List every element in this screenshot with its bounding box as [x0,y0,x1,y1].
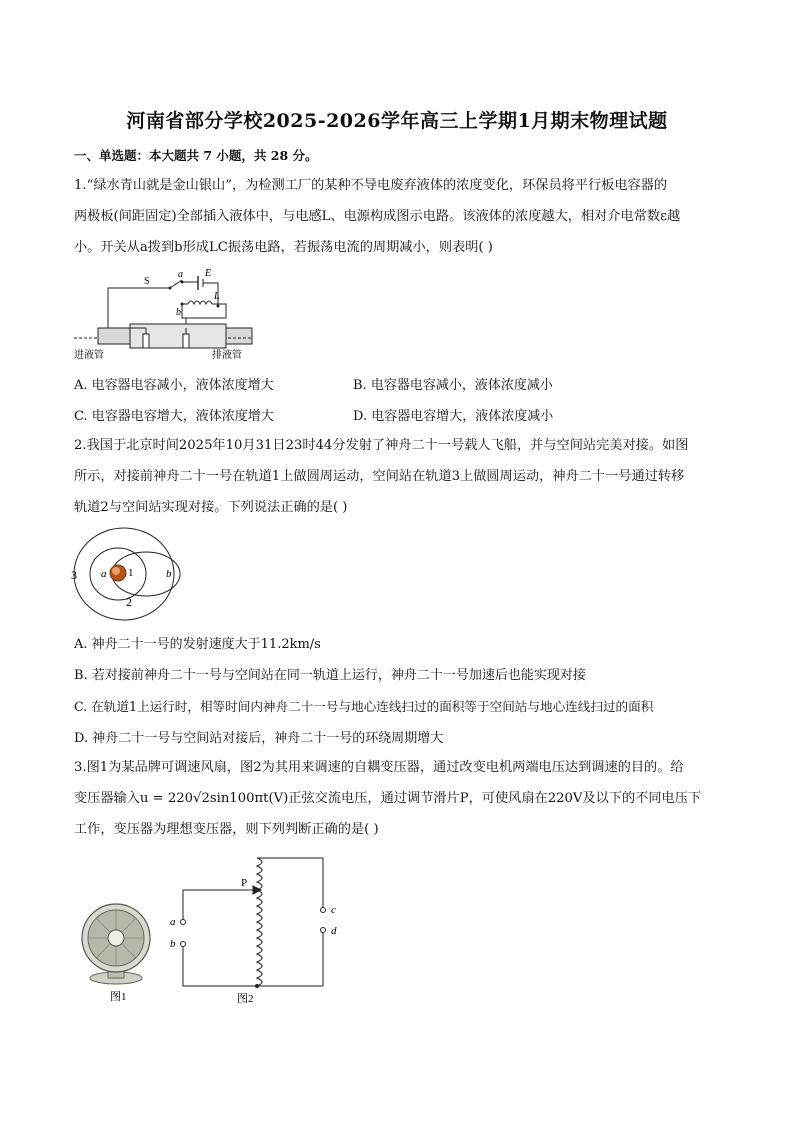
q3-transformer-figure [165,850,355,1006]
contact-b-label: b [176,307,181,318]
inductor-l-label: L [214,291,220,302]
q1-line-1: 1.“绿水青山就是金山银山”，为检测工厂的某种不导电废弃液体的浓度变化，环保员将平行板电容器的 [74,178,668,193]
orbit-1-label: 1 [128,567,134,579]
battery-e-label: E [205,268,212,279]
contact-a-label: a [178,269,183,280]
q2-line-1: 2.我国于北京时间2025年10月31日23时44分发射了神舟二十一号载人飞船，并与空间站完美对接。如图 [74,438,689,453]
q3-line-1: 3.图1为某品牌可调速风扇，图2为其用来调速的自耦变压器，通过改变电机两端电压达到调速的目的。给 [74,760,684,775]
q1-option-d: D. 电容器电容增大，液体浓度减小 [353,409,554,424]
q1-line-3: 小。开关从a拨到b形成LC振荡电路，若振荡电流的周期减小，则表明( ) [74,240,493,255]
q2-option-a: A. 神舟二十一号的发射速度大于11.2km/s [74,637,321,652]
switch-label: S [144,276,150,287]
q2-option-c: C. 在轨道1上运行时，相等时间内神舟二十一号与地心连线扫过的面积等于空间站与地心连线扫过的面积 [74,699,654,714]
q2-line-2: 所示，对接前神舟二十一号在轨道1上做圆周运动，空间站在轨道3上做圆周运动，神舟二十一号通过转移 [74,469,685,484]
terminal-c-label: c [331,904,336,916]
orbit-3-label: 3 [71,568,77,582]
point-b-label: b [166,568,172,580]
q1-line-2: 两极板(间距固定)全部插入液体中，与电感L、电源构成图示电路。该液体的浓度越大，相对介电常数ε越 [74,209,681,224]
q2-option-d: D. 神舟二十一号与空间站对接后，神舟二十一号的环绕周期增大 [74,731,444,746]
q2-orbit-figure [68,526,188,622]
inlet-pipe-label: 进液管 [74,350,104,361]
terminal-a-label: a [170,916,176,928]
q1-circuit-figure [70,266,260,362]
q3-fan-figure [78,900,158,1004]
fig2-label: 图2 [237,993,254,1005]
q3-line-3: 工作，变压器为理想变压器，则下列判断正确的是( ) [74,822,379,837]
page-title: 河南省部分学校2025-2026学年高三上学期1月期末物理试题 [126,110,668,132]
q1-option-b: B. 电容器电容减小，液体浓度减小 [353,378,553,393]
slider-p-label: P [241,877,248,889]
outlet-pipe-label: 排液管 [212,350,242,361]
q3-line-2: 变压器输入u = 220√2sin100πt(V)正弦交流电压，通过调节滑片P，可使风扇在220V及以下的不同电压下 [74,791,702,806]
q1-option-c: C. 电容器电容增大，液体浓度增大 [74,409,274,424]
q2-option-b: B. 若对接前神舟二十一号与空间站在同一轨道上运行，神舟二十一号加速后也能实现对接 [74,668,586,683]
section-heading: 一、单选题：本大题共 7 小题，共 28 分。 [74,148,318,163]
fig1-label: 图1 [110,991,127,1003]
terminal-d-label: d [331,925,337,937]
point-a-label: a [101,568,107,580]
q2-line-3: 轨道2与空间站实现对接。下列说法正确的是( ) [74,500,348,515]
q1-option-a: A. 电容器电容减小，液体浓度增大 [74,378,274,393]
orbit-2-label: 2 [126,595,132,609]
terminal-b-label: b [170,938,176,950]
